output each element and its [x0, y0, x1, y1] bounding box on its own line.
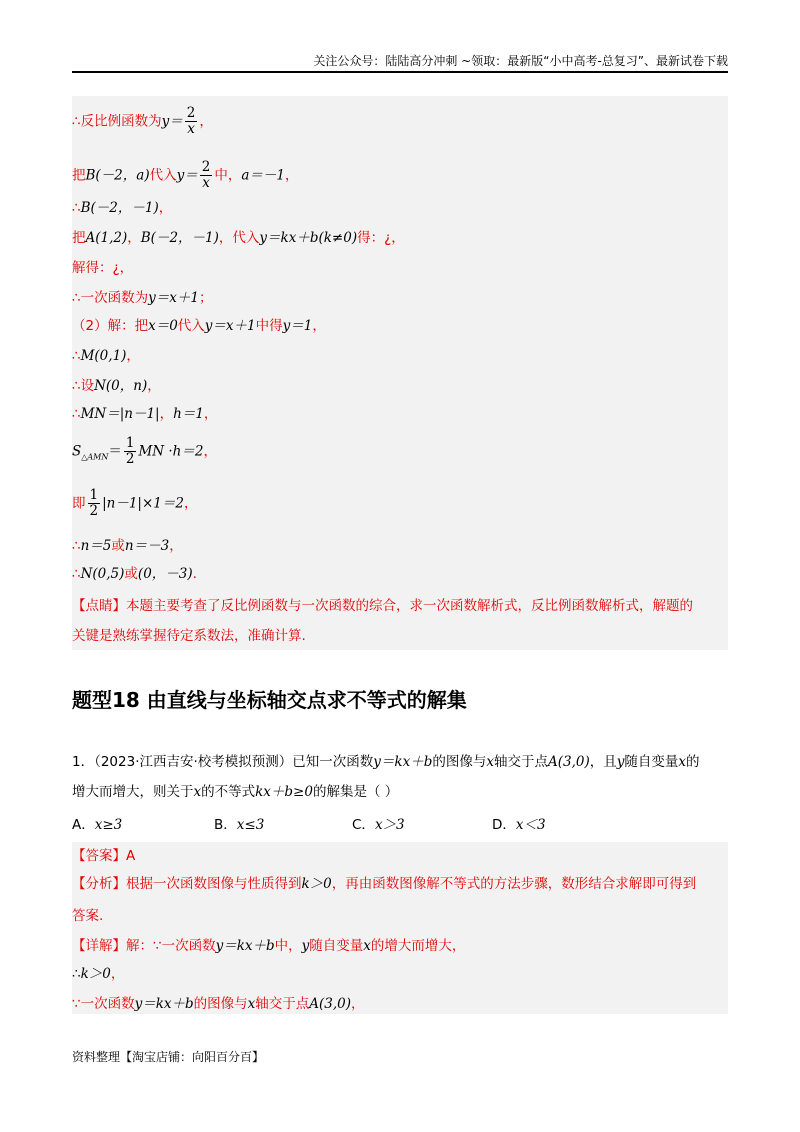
- answer-line: 【答案】A: [72, 848, 136, 864]
- solution-line-7: （2）解：把x＝0代入y＝x＋1中得y＝1，: [72, 318, 326, 334]
- option-d: D．x＜3: [492, 817, 546, 833]
- detail-line-2: ∴k＞0，: [72, 966, 125, 982]
- solution-line-11: $S_{\triangle AMN}=$ $\frac{1}{2}$ MN ·h＝2，: [72, 435, 217, 467]
- answer-shade: [72, 842, 728, 1014]
- solution-line-12: 即 $\frac{1}{2}$ |n－1|×1＝2，: [72, 487, 198, 519]
- solution-line-9: ∴设N(0，n)，: [72, 378, 161, 394]
- detail-line-3: ∵一次函数y＝kx＋b的图像与x轴交于点A(3,0)，: [72, 996, 365, 1012]
- solution-line-10: ∴MN＝|n－1|，h＝1，: [72, 406, 218, 422]
- page-header: 关注公众号：陆陆高分冲刺 ~领取：最新版“小中高考-总复习”、最新试卷下载: [313, 54, 728, 68]
- solution-line-1: ∴反比例函数为y＝ $\frac{2}{x}$ ，: [72, 105, 213, 137]
- detail-line-1: 【详解】解：∵一次函数y＝kx＋b中，y随自变量x的增大而增大，: [72, 938, 466, 954]
- solution-line-5: 解得：¿，: [72, 260, 134, 276]
- solution-line-4: 把A(1,2)，B(－2，－1)，代入y＝kx＋b(k≠0)得：¿，: [72, 230, 405, 246]
- solution-line-2: 把B(－2，a)代入y＝ $\frac{2}{x}$ 中，a＝－1，: [72, 159, 299, 191]
- option-b: B．x≤3: [214, 817, 265, 833]
- section-title: 题型18 由直线与坐标轴交点求不等式的解集: [72, 688, 467, 712]
- option-c: C．x＞3: [352, 817, 405, 833]
- solution-line-14: ∴N(0,5)或(0，－3).: [72, 566, 197, 582]
- question-line-1: 1．（2023·江西吉安·校考模拟预测）已知一次函数y＝kx＋b的图像与x轴交于点A(3,0)，且y随自变量x的: [72, 754, 700, 770]
- header-divider: [72, 71, 728, 73]
- analysis-line-1: 【分析】根据一次函数图像与性质得到k＞0，再由函数图像解不等式的方法步骤，数形结合求解即可得到: [72, 876, 697, 892]
- comment-line-2: 关键是熟练掌握待定系数法，准确计算.: [72, 628, 306, 644]
- solution-line-13: ∴n＝5或n＝－3，: [72, 538, 183, 554]
- solution-line-8: ∴M(0,1)，: [72, 348, 140, 364]
- analysis-line-2: 答案.: [72, 908, 104, 924]
- option-a: A．x≥3: [72, 817, 123, 833]
- solution-line-6: ∴一次函数为y＝x＋1；: [72, 290, 213, 306]
- comment-line-1: 【点睛】本题主要考查了反比例函数与一次函数的综合，求一次函数解析式，反比例函数解析式，解题的: [72, 598, 693, 614]
- page-footer: 资料整理【淘宝店铺：向阳百分百】: [72, 1050, 265, 1064]
- question-line-2: 增大而增大，则关于x的不等式kx＋b≥0的解集是（ ）: [72, 784, 399, 800]
- solution-line-3: ∴B(－2，－1)，: [72, 200, 173, 216]
